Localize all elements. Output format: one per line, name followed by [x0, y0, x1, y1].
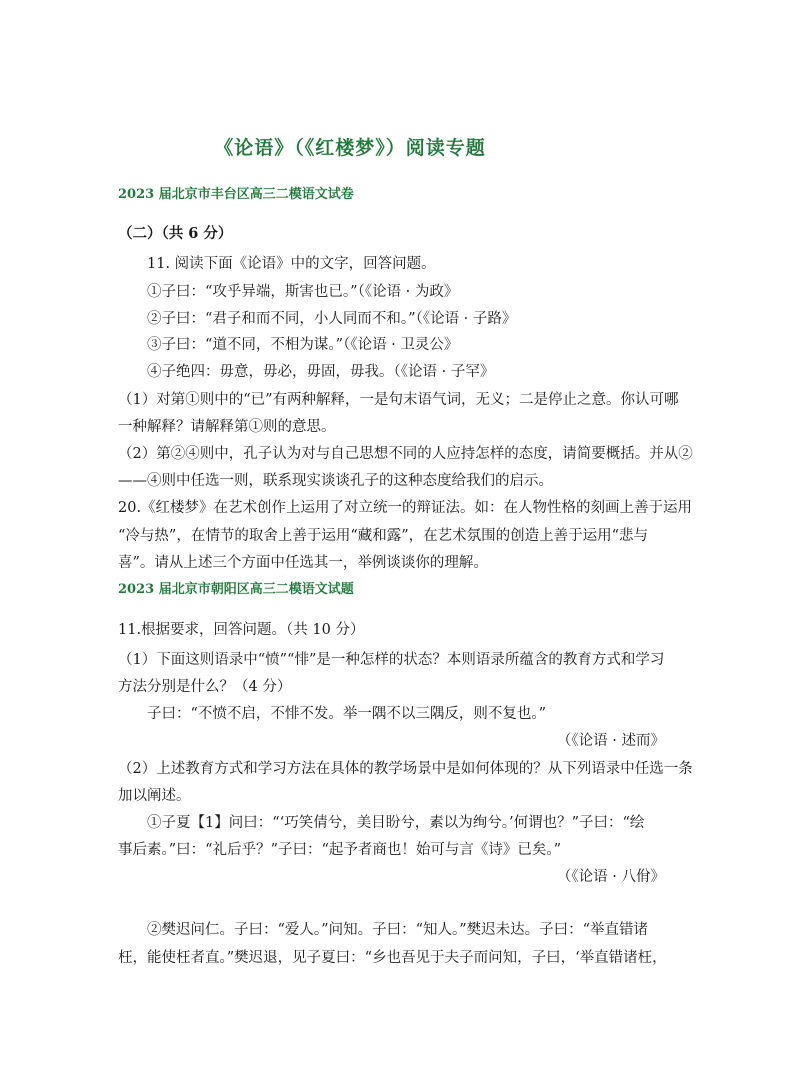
question-1-line-1: （1）对第①则中的“已”有两种解释，一是句末语气词，无义；二是停止之意。你认可哪 [118, 392, 679, 408]
item-1-line-2: 事后素。”曰：“礼后乎？”子曰：“起予者商也！始可与言《诗》已矣。” [118, 842, 562, 858]
part-1-line-1: （1）下面这则语录中“愤”“悱”是一种怎样的状态？本则语录所蕴含的教育方式和学习 [118, 652, 665, 668]
question-2-line-1: （2）第②④则中，孔子认为对与自己思想不同的人应持怎样的态度，请简要概括。并从② [118, 446, 693, 462]
source-ba-yi: （《论语 · 八佾》 [556, 869, 665, 885]
question-20-line-2: “冷与热”，在情节的取舍上善于运用“藏和露”，在艺术氛围的创造上善于运用“悲与 [118, 528, 649, 544]
source-shu-er: （《论语 · 述而》 [556, 733, 665, 749]
document-title: 《论语》（《红楼梦》）阅读专题 [214, 137, 486, 159]
exam2-q11: 11.根据要求，回答问题。（共 10 分） [118, 622, 365, 638]
exam1-q11-intro: 11. 阅读下面《论语》中的文字，回答问题。 [147, 256, 436, 272]
part-2-line-1: （2）上述教育方式和学习方法在具体的教学场景中是如何体现的？从下列语录中任选一条 [118, 761, 693, 777]
question-2-line-2: ——④则中任选一则，联系现实谈谈孔子的这种态度给我们的启示。 [118, 473, 553, 489]
quote-3: ③子曰：“道不同，不相为谋。”（《论语 · 卫灵公》 [147, 337, 459, 353]
exam1-section: （二）（共 6 分） [118, 225, 233, 242]
quote-shu-er: 子曰：“不愤不启，不悱不发。举一隅不以三隅反，则不复也。” [147, 706, 547, 722]
quote-2: ②子曰：“君子和而不同，小人同而不和。”（《论语 · 子路》 [147, 311, 517, 327]
item-1-line-1: ①子夏【1】问曰：“‘巧笑倩兮，美目盼兮，素以为绚兮。’何谓也？”子曰：“绘 [147, 815, 645, 831]
question-20-line-1: 20.《红楼梦》在艺术创作上运用了对立统一的辩证法。如：在人物性格的刻画上善于运用 [118, 500, 693, 516]
question-20-line-3: 喜”。请从上述三个方面中任选其一，举例谈谈你的理解。 [118, 555, 488, 571]
exam2-heading: 2023 届北京市朝阳区高三二模语文试题 [118, 582, 354, 597]
part-1-line-2: 方法分别是什么？（4 分） [118, 679, 292, 695]
item-2-line-2: 枉，能使枉者直。”樊迟退，见子夏曰：“乡也吾见于夫子而问知，子曰，‘举直错诸枉， [118, 950, 667, 966]
part-2-line-2: 加以阐述。 [118, 788, 191, 804]
exam1-heading: 2023 届北京市丰台区高三二模语文试卷 [118, 187, 354, 202]
quote-1: ①子曰：“攻乎异端，斯害也已。”（《论语 · 为政》 [147, 284, 459, 300]
question-1-line-2: 一种解释？请解释第①则的意思。 [118, 419, 336, 435]
item-2-line-1: ②樊迟问仁。子曰：“爱人。”问知。子曰：“知人。”樊迟未达。子曰：“举直错诸 [147, 922, 649, 938]
quote-4: ④子绝四：毋意，毋必，毋固，毋我。（《论语 · 子罕》 [147, 364, 495, 380]
